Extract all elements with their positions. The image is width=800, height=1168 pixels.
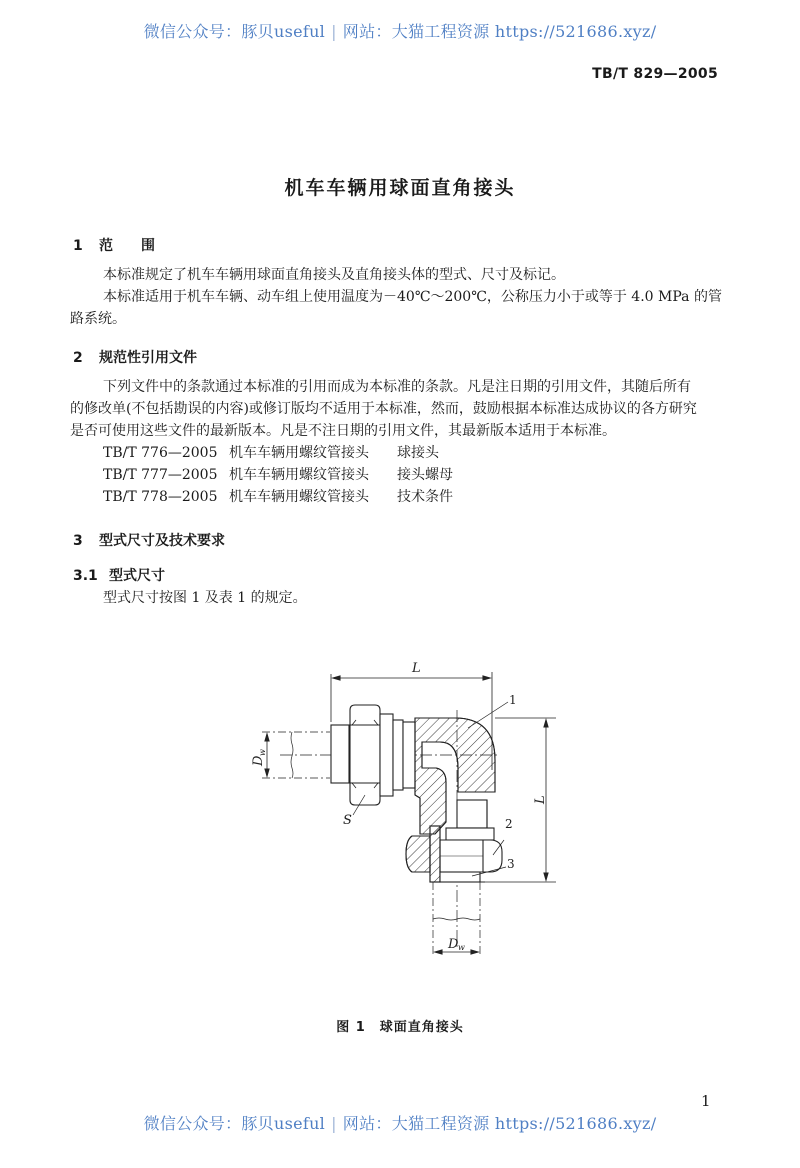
- paragraph: 型式尺寸按图 1 及表 1 的规定。: [103, 590, 307, 606]
- reference-subtitle: 接头螺母: [397, 467, 453, 483]
- watermark-wechat: 微信公众号：豚贝useful: [143, 22, 326, 41]
- paragraph-continuation: 的修改单(不包括勘误的内容)或修订版均不适用于本标准，然而，鼓励根据本标准达成协议的各方研究: [70, 401, 697, 417]
- page-number: 1: [701, 1092, 711, 1110]
- dimension-label-diameter-bottom-sub: w: [458, 943, 465, 952]
- reference-title: 机车车辆用螺纹管接头: [229, 489, 369, 505]
- watermark-wechat: 微信公众号：豚贝useful: [143, 1114, 326, 1133]
- section-title: 型式尺寸及技术要求: [99, 533, 225, 549]
- elbow-fitting-drawing: [240, 650, 580, 970]
- part-label-2: 2: [505, 817, 513, 831]
- dimension-label-diameter-left: D: [251, 755, 266, 766]
- section-number: 2: [73, 350, 83, 366]
- standard-code: TB/T 829—2005: [592, 66, 718, 82]
- paragraph-continuation: 是否可使用这些文件的最新版本。凡是不注日期的引用文件，其最新版本适用于本标准。: [70, 423, 616, 439]
- document-title: 机车车辆用球面直角接头: [284, 177, 516, 199]
- watermark-separator: |: [331, 22, 337, 41]
- section-number: 3: [73, 533, 83, 549]
- paragraph: 本标准规定了机车车辆用球面直角接头及直角接头体的型式、尺寸及标记。: [103, 267, 565, 283]
- dimension-label-diameter-bottom: D: [448, 937, 459, 952]
- reference-code: TB/T 776—2005: [103, 445, 218, 461]
- reference-subtitle: 球接头: [397, 445, 439, 461]
- figure-caption: [0, 1016, 800, 1035]
- section-3-1-heading: [73, 565, 165, 585]
- reference-code: TB/T 777—2005: [103, 467, 218, 483]
- paragraph: 下列文件中的条款通过本标准的引用而成为本标准的条款。凡是注日期的引用文件，其随后所有: [103, 379, 691, 395]
- reference-item: [70, 486, 730, 508]
- section-1-body: [70, 264, 730, 330]
- section-2-heading: [73, 347, 197, 367]
- section-title: 范 围: [99, 238, 155, 254]
- dimension-label-length-top: L: [412, 661, 421, 676]
- reference-item: [70, 464, 730, 486]
- dimension-label-diameter-left-sub: w: [258, 749, 267, 756]
- watermark-website: 网站：大猫工程资源 https://521686.xyz/: [342, 1114, 657, 1133]
- paragraph: 本标准适用于机车车辆、动车组上使用温度为－40℃～200℃，公称压力小于或等于 4.0 MPa 的管: [103, 289, 722, 305]
- reference-subtitle: 技术条件: [397, 489, 453, 505]
- reference-code: TB/T 778—2005: [103, 489, 218, 505]
- dimension-label-length-right: L: [533, 795, 548, 804]
- section-number: 3.1: [73, 568, 98, 584]
- section-3-heading: [73, 530, 225, 550]
- section-1-heading: [73, 235, 155, 255]
- part-label-1: 1: [509, 693, 517, 707]
- part-label-3: 3: [507, 857, 515, 871]
- wrench-size-label: S: [343, 813, 352, 828]
- reference-title: 机车车辆用螺纹管接头: [229, 467, 369, 483]
- section-2-body: [70, 376, 730, 508]
- watermark-website: 网站：大猫工程资源 https://521686.xyz/: [342, 22, 657, 41]
- figure-title: 球面直角接头: [379, 1020, 464, 1035]
- section-title: 规范性引用文件: [99, 350, 197, 366]
- section-3-1-body: [70, 587, 730, 609]
- watermark-bottom: [0, 1111, 800, 1134]
- figure-number: 图 1: [336, 1020, 366, 1035]
- section-number: 1: [73, 238, 83, 254]
- watermark-separator: |: [331, 1114, 337, 1133]
- section-title: 型式尺寸: [109, 568, 165, 584]
- reference-title: 机车车辆用螺纹管接头: [229, 445, 369, 461]
- watermark-top: [0, 19, 800, 42]
- reference-item: [70, 442, 730, 464]
- figure-1-drawing: [240, 650, 580, 970]
- paragraph-continuation: 路系统。: [70, 311, 126, 327]
